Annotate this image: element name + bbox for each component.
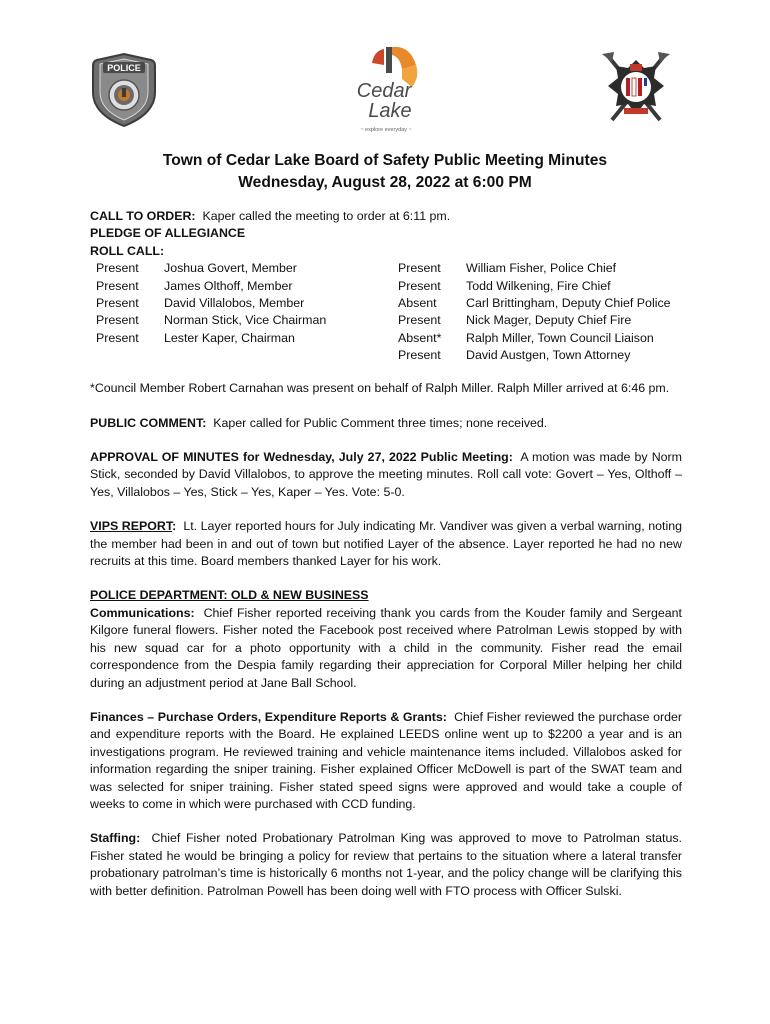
roll-status: Present <box>96 261 139 276</box>
call-to-order <box>90 208 682 225</box>
fire-department-logo <box>598 50 674 128</box>
roll-member-name: Todd Wilkening, Fire Chief <box>466 278 611 293</box>
roll-left-status-column <box>96 260 139 347</box>
approval-label: APPROVAL OF MINUTES for Wednesday, July 27, 2022 Public Meeting: <box>90 450 513 465</box>
roll-call-footnote: *Council Member Robert Carnahan was present on behalf of Ralph Miller. Ralph Miller arrived at 6:46 pm. <box>90 381 670 396</box>
roll-status: Present <box>398 313 441 328</box>
communications-text: Chief Fisher reported receiving thank you cards from the Kouder family and Sergeant Kilgore funeral flowers. Fisher noted the Facebook post received where Patrolman Lewis stopped by with his new squad car for a photo opportunity with a child in the community. Fisher read the email correspondence from the Despia family regarding their appreciation for Corporal Miller helping her child during an adjustment period at Jane Ball School. <box>90 605 683 690</box>
roll-status: Present <box>96 278 139 293</box>
cedar-logo-name-line2: Lake <box>368 100 412 122</box>
vips-report-text: Lt. Layer reported hours for July indicating Mr. Vandiver was given a verbal warning, noting the member had been in and out of town but notified Layer of the absence. Layer reported he had no new recruits at this time. Board members thanked Layer for his work. <box>90 519 682 569</box>
roll-status: Present <box>96 296 139 310</box>
roll-member-name: Carl Brittingham, Deputy Chief Police <box>466 296 671 310</box>
public-comment <box>90 415 682 432</box>
finances-label: Finances – Purchase Orders, Expenditure Reports & Grants: <box>90 709 447 724</box>
roll-member-name: Nick Mager, Deputy Chief Fire <box>466 313 632 328</box>
roll-member-name: James Olthoff, Member <box>164 278 293 293</box>
cedar-logo-tagline: ~ explore everyday ~ <box>360 127 412 133</box>
staffing-label: Staffing: <box>90 831 141 846</box>
roll-status: Present <box>398 261 441 276</box>
finances <box>90 709 682 813</box>
document-title <box>0 150 770 194</box>
title-line-1: Town of Cedar Lake Board of Safety Public Meeting Minutes <box>162 152 608 169</box>
roll-right-name-column <box>466 260 671 364</box>
police-department-heading: POLICE DEPARTMENT: OLD & NEW BUSINESS <box>90 588 369 603</box>
roll-right-status-column <box>398 260 441 364</box>
call-to-order-text: Kaper called the meeting to order at 6:11 pm. <box>202 209 451 223</box>
police-badge-logo <box>91 52 157 128</box>
cedar-lake-logo <box>344 43 428 137</box>
roll-member-name: David Villalobos, Member <box>164 296 305 310</box>
roll-left-name-column <box>164 260 326 347</box>
communications <box>90 605 682 692</box>
roll-call-label: ROLL CALL: <box>90 243 165 258</box>
communications-label: Communications: <box>90 605 195 620</box>
approval-text: A motion was made by Norm Stick, seconded by David Villalobos, to approve the meeting minutes. Roll call vote: Govert – Yes, Olthoff – Yes, Villalobos – Yes, Stick – Yes, Kaper – Yes. Vote: 5-0. <box>90 450 682 499</box>
minutes-body <box>90 208 682 917</box>
call-to-order-label: CALL TO ORDER: <box>90 209 196 223</box>
roll-member-name: Norman Stick, Vice Chairman <box>164 313 327 328</box>
roll-member-name: Lester Kaper, Chairman <box>164 330 295 345</box>
roll-member-name: William Fisher, Police Chief <box>466 261 617 276</box>
header-logos <box>0 40 770 140</box>
public-comment-text: Kaper called for Public Comment three times; none received. <box>213 415 548 430</box>
finances-text: Chief Fisher reviewed the purchase order and expenditure reports with the Board. He explained LEEDS online went up to $2200 a year and is an investigations program. He reviewed training and vehicle maintenance items included. Villalobos asked for information regarding the sniper training. Fisher explained Officer McDowell is part of the SWAT team and was selected for sniper training. Fisher stated speed signs were approved and would take a couple of weeks to come in which were purchased with CCD funding. <box>90 709 683 811</box>
staffing <box>90 830 682 900</box>
vips-report-label: VIPS REPORT <box>90 519 173 534</box>
roll-status: Present <box>96 313 139 328</box>
approval-of-minutes <box>90 449 682 501</box>
roll-status: Present <box>398 278 441 293</box>
roll-member-name: Ralph Miller, Town Council Liaison <box>466 330 654 345</box>
roll-member-name: Joshua Govert, Member <box>164 261 297 276</box>
vips-report: VIPS REPORT: Lt. Layer reported hours for July indicating Mr. Vandiver was given a verbal warning, noting the member had been in and out of town but notified Layer of the absence. Layer reported he had no new recruits at this time. Board members thanked Layer for his work. <box>90 519 682 569</box>
title-line-2: Wednesday, August 28, 2022 at 6:00 PM <box>238 174 532 191</box>
cedar-logo-name-line1: Cedar <box>356 80 412 102</box>
roll-call-table <box>90 260 682 364</box>
pledge-of-allegiance: PLEDGE OF ALLEGIANCE <box>90 226 246 241</box>
roll-status: Present <box>96 330 139 345</box>
roll-member-name: David Austgen, Town Attorney <box>466 348 631 363</box>
public-comment-label: PUBLIC COMMENT: <box>90 415 207 430</box>
roll-status: Absent* <box>398 330 442 345</box>
roll-status: Present <box>398 348 441 363</box>
roll-status: Absent <box>398 296 437 310</box>
police-badge-text: POLICE <box>107 63 141 73</box>
staffing-text: Chief Fisher noted Probationary Patrolman King was approved to move to Patrolman status. Fisher stated he would be bringing a policy for review that pertains to the situation where a lateral transfer probationary patrolman’s time is historically 6 months not 1-year, and the policy change will be clarifying this with better definition. Patrolman Powell has been doing well with FTO process with Officer Sulski. <box>90 831 682 898</box>
